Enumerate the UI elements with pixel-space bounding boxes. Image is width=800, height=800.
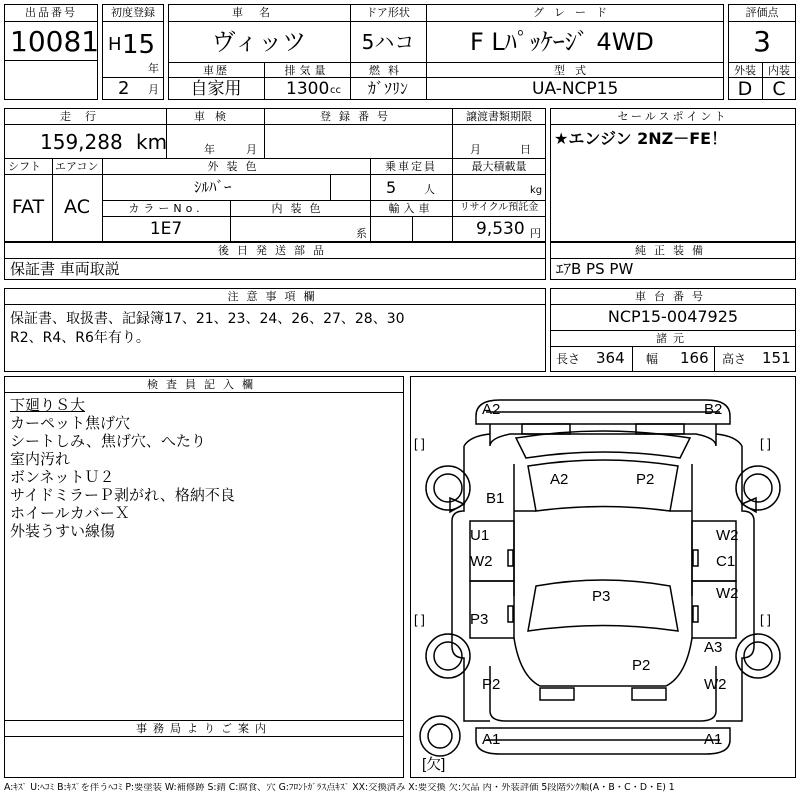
- score: 3: [753, 25, 771, 58]
- car-diagram: [410, 376, 796, 778]
- inspector-line: サイドミラーＰ剥がれ、格納不良: [10, 486, 235, 504]
- notes-line-1: 保証書、取扱書、記録簿17、21、23、24、26、27、28、30: [10, 311, 405, 327]
- ext-color: ｼﾙﾊﾞｰ: [194, 178, 232, 196]
- missing-mark: [欠]: [422, 756, 446, 773]
- left-front-handle: [508, 550, 513, 566]
- height-label: 高さ: [722, 352, 747, 366]
- mark-w2-right-mid: W2: [716, 585, 739, 602]
- mark-a3: A3: [704, 639, 723, 656]
- color-no-label: カラーNo.: [128, 202, 204, 215]
- color-no: 1E7: [149, 219, 183, 239]
- mark-p2-rear: P2: [632, 657, 651, 674]
- interior-score: C: [772, 78, 786, 100]
- hood-outline: [490, 424, 716, 446]
- mark-p3-center: P3: [592, 588, 611, 605]
- later-parts-label: 後日発送部品: [218, 244, 332, 257]
- reg-number-label: 登録番号: [320, 110, 396, 123]
- mileage: 159,288: [40, 130, 123, 154]
- inspection-label: 車検: [194, 110, 236, 123]
- grade: F Lﾊﾟｯｹｰｼﾞ 4WD: [470, 28, 654, 56]
- displacement-label: 排気量: [284, 64, 330, 77]
- deadline-month-unit: 月: [470, 143, 481, 156]
- wheel-rear-right: [736, 634, 780, 678]
- vehicle-name: ヴィッツ: [211, 28, 307, 56]
- capacity-unit: 人: [424, 183, 435, 196]
- rear-light-left: [540, 688, 574, 700]
- import-label: 輸入車: [388, 202, 434, 215]
- ext-color-label: 外装色: [207, 160, 265, 173]
- width: 166: [680, 349, 709, 367]
- mark-b1: B1: [486, 490, 505, 507]
- inspector-notes: [10, 396, 235, 540]
- recycle-label: リサイクル預託金: [459, 202, 539, 213]
- fuel-label: 燃料: [369, 64, 407, 77]
- model-label: 型式: [554, 64, 596, 77]
- equipment: ｴｱB PS PW: [556, 260, 634, 278]
- wheel-rear-left-inner: [434, 642, 462, 670]
- mark-c1: C1: [716, 553, 736, 570]
- chassis-number: NCP15-0047925: [607, 307, 739, 326]
- equipment-label: 純正装備: [635, 244, 711, 257]
- fuel: ｶﾞｿﾘﾝ: [367, 79, 408, 98]
- rear-bumper: [476, 728, 730, 754]
- month-unit: 月: [148, 83, 159, 96]
- inspection-month-unit: 月: [246, 143, 257, 156]
- bracket-left-top: [ ]: [414, 436, 425, 451]
- exterior-label: 外装: [734, 64, 756, 77]
- inspector-line: 室内汚れ: [10, 450, 71, 468]
- sales-point: ★エンジン 2NZ－FE！: [554, 129, 728, 148]
- wheel-front-right-inner: [744, 474, 772, 502]
- spare-tire-inner: [428, 724, 452, 748]
- doc-deadline-label: 譲渡書類期限: [466, 110, 532, 123]
- spec-box: [4, 108, 546, 242]
- windshield: [516, 431, 690, 458]
- mark-a2-front-left: A2: [482, 401, 501, 418]
- wheel-front-left-inner: [434, 474, 462, 502]
- shift-label: シフト: [8, 160, 41, 173]
- name-label: 車名: [232, 6, 286, 19]
- int-color-label: 内装色: [271, 202, 329, 215]
- mark-w2-left: W2: [470, 553, 493, 570]
- mark-p2-hood: P2: [636, 471, 655, 488]
- width-label: 幅: [646, 352, 659, 366]
- mark-b2-front-right: B2: [704, 401, 723, 418]
- recycle: 9,530: [476, 219, 525, 239]
- length: 364: [596, 349, 625, 367]
- rear-hatch-lower: [490, 666, 716, 721]
- interior-label: 内装: [768, 64, 790, 77]
- spare-tire: [420, 716, 460, 756]
- score-label: 評価点: [745, 6, 779, 19]
- length-label: 長さ: [556, 352, 581, 366]
- notes-label: 注意事項欄: [227, 290, 323, 303]
- mark-a1-right: A1: [704, 731, 723, 748]
- inspector-line: ホイールカバーＸ: [10, 504, 130, 522]
- front-pillars: [464, 434, 742, 446]
- inspection-year-unit: 年: [204, 143, 215, 156]
- wheel-rear-left: [426, 634, 470, 678]
- mark-a2-hood: A2: [550, 471, 569, 488]
- capacity: 5: [386, 178, 397, 197]
- dims-label: 諸元: [656, 332, 690, 345]
- inspector-line: シートしみ、焦げ穴、へたり: [10, 432, 206, 450]
- right-front-handle: [693, 550, 698, 566]
- aircon: AC: [64, 196, 90, 218]
- lot-number: 10081: [10, 25, 100, 58]
- recycle-unit: 円: [530, 227, 541, 240]
- lot-number-label: 出品番号: [25, 6, 77, 19]
- mark-p3-left: P3: [470, 611, 489, 628]
- cabin-left: [514, 464, 692, 596]
- history: 自家用: [190, 79, 242, 99]
- reg-month: 2: [118, 78, 130, 99]
- year-unit: 年: [148, 62, 159, 75]
- mark-w2-right-top: W2: [716, 527, 739, 544]
- rear-hatch: [514, 638, 692, 686]
- right-rear-handle: [693, 606, 698, 622]
- era: H: [108, 34, 122, 55]
- notes-line-2: R2、R4、R6年有り。: [10, 330, 150, 346]
- model: UA-NCP15: [532, 79, 619, 99]
- bracket-right-mid: [ ]: [760, 612, 771, 627]
- mileage-unit: km: [136, 130, 168, 154]
- rear-light-right: [632, 688, 666, 700]
- mark-u1: U1: [470, 527, 490, 544]
- bracket-right-top: [ ]: [760, 436, 771, 451]
- inspector-label: 検査員記入欄: [147, 378, 261, 391]
- mark-a1-left: A1: [482, 731, 501, 748]
- mileage-label: 走行: [60, 110, 110, 123]
- chassis-label: 車台番号: [635, 290, 711, 303]
- door-type: 5ハコ: [361, 30, 415, 54]
- wheel-rear-right-inner: [744, 642, 772, 670]
- shift: FAT: [11, 196, 45, 218]
- inspector-line: カーペット焦げ穴: [10, 414, 131, 432]
- history-label: 車歴: [203, 64, 229, 77]
- first-reg-label: 初度登録: [111, 6, 155, 19]
- later-parts: 保証書 車両取説: [10, 260, 120, 278]
- deadline-day-unit: 日: [520, 143, 531, 156]
- displacement-unit: cc: [330, 85, 341, 96]
- mark-p2-left: P2: [482, 676, 501, 693]
- inspector-line: 外装うすい線傷: [10, 522, 116, 540]
- reg-year: 15: [122, 30, 156, 60]
- exterior-score: D: [737, 78, 753, 100]
- left-rear-handle: [508, 606, 513, 622]
- max-load-label: 最大積載量: [471, 160, 527, 173]
- max-load-unit: kg: [530, 185, 543, 196]
- aircon-label: エアコン: [55, 160, 99, 173]
- displacement: 1300: [286, 79, 330, 99]
- int-color-unit: 系: [356, 227, 367, 240]
- bracket-left-mid: [ ]: [414, 612, 425, 627]
- capacity-label: 乗車定員: [385, 160, 437, 173]
- door-label: ドア形状: [366, 6, 410, 19]
- legend: A:ｷｽﾞ U:ﾍｺﾐ B:ｷｽﾞを伴うﾍｺﾐ P:要塗装 W:補修跡 S:錆 C:腐食、穴 G:ﾌﾛﾝﾄｶﾞﾗｽ点ｷｽﾞ XX:交換済み X:要交換 欠:欠品 内・外装評価 5段階ﾗﾝｸ順(A・B・C・D・E) 1: [4, 783, 675, 793]
- inspector-line: 下廻りＳ大: [10, 396, 86, 414]
- office-label: 事務局よりご案内: [136, 722, 272, 735]
- inspector-line: ボンネットＵ２: [10, 468, 115, 486]
- height: 151: [762, 349, 791, 367]
- sales-point-label: セールスポイント: [617, 110, 729, 123]
- mark-w2-right-bot: W2: [704, 676, 727, 693]
- grade-label: グレード: [533, 6, 617, 19]
